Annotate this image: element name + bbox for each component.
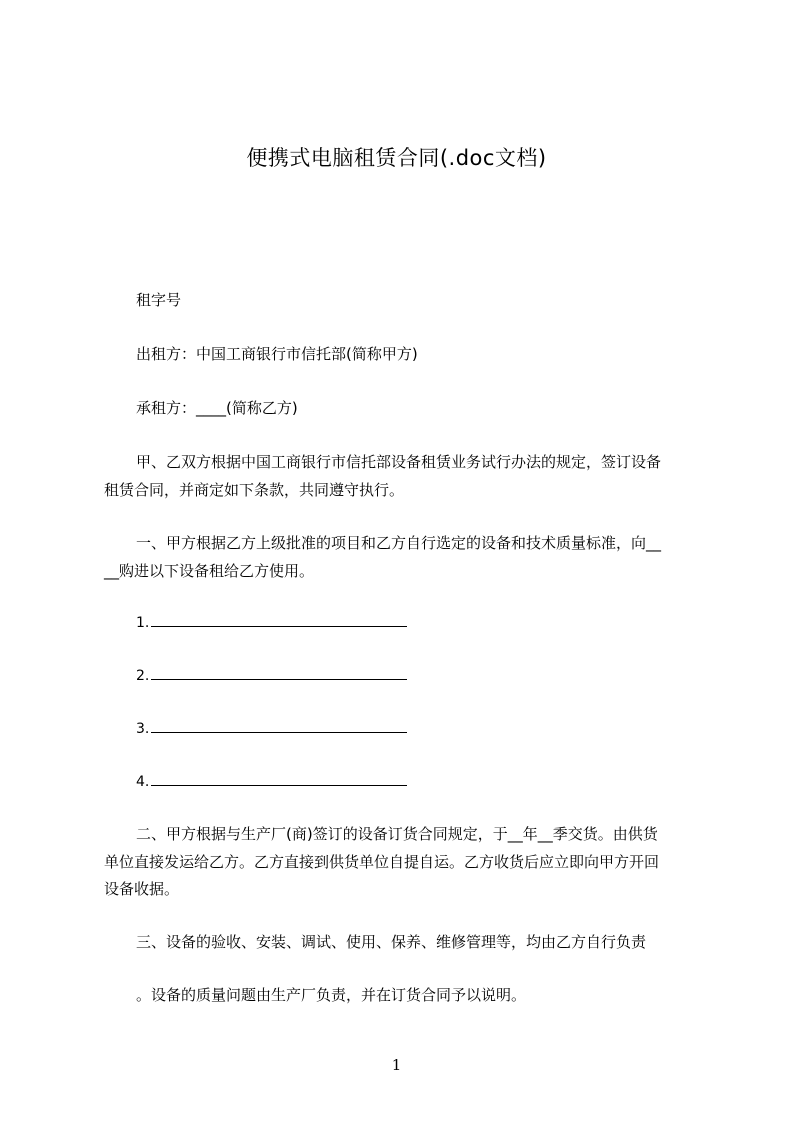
clause-3-line-1: 三、设备的验收、安装、调试、使用、保养、维修管理等，均由乙方自行负责 [136,933,647,951]
equipment-item-3 [136,718,407,739]
page-number: 1 [391,1056,402,1074]
equipment-item-2 [136,665,407,686]
equipment-item-1 [136,612,407,633]
blank-line [151,612,407,627]
clause-1-line-1: 一、甲方根据乙方上级批准的项目和乙方自行选定的设备和技术质量标准，向__ [136,534,662,552]
blank-line [151,665,407,680]
equipment-item-4 [136,771,407,792]
blank-line [151,718,407,733]
clause-2-line-1: 二、甲方根据与生产厂(商)签订的设备订货合同规定，于__年__季交货。由供货 [136,825,658,843]
lease-number-label: 租字号 [136,291,182,309]
preamble-line-1: 甲、乙双方根据中国工商银行市信托部设备租赁业务试行办法的规定，签订设备 [136,453,662,471]
lessee-line: 承租方：____(简称乙方) [136,399,298,417]
item-number: 3. [136,721,150,737]
document-title: 便携式电脑租赁合同(.doc文档) [246,146,547,170]
clause-2-line-2: 单位直接发运给乙方。乙方直接到供货单位自提自运。乙方收货后应立即向甲方开回 [104,853,660,871]
clause-2-line-3: 设备收据。 [104,880,180,898]
item-number: 2. [136,668,150,684]
lessor-line: 出租方：中国工商银行市信托部(简称甲方) [136,345,418,363]
preamble-line-2: 租赁合同，并商定如下条款，共同遵守执行。 [104,481,405,499]
item-number: 4. [136,774,150,790]
clause-3-line-2: 。设备的质量问题由生产厂负责，并在订货合同予以说明。 [136,986,527,1004]
item-number: 1. [136,615,150,631]
blank-line [151,771,407,786]
clause-1-line-2: __购进以下设备租给乙方使用。 [104,562,315,580]
